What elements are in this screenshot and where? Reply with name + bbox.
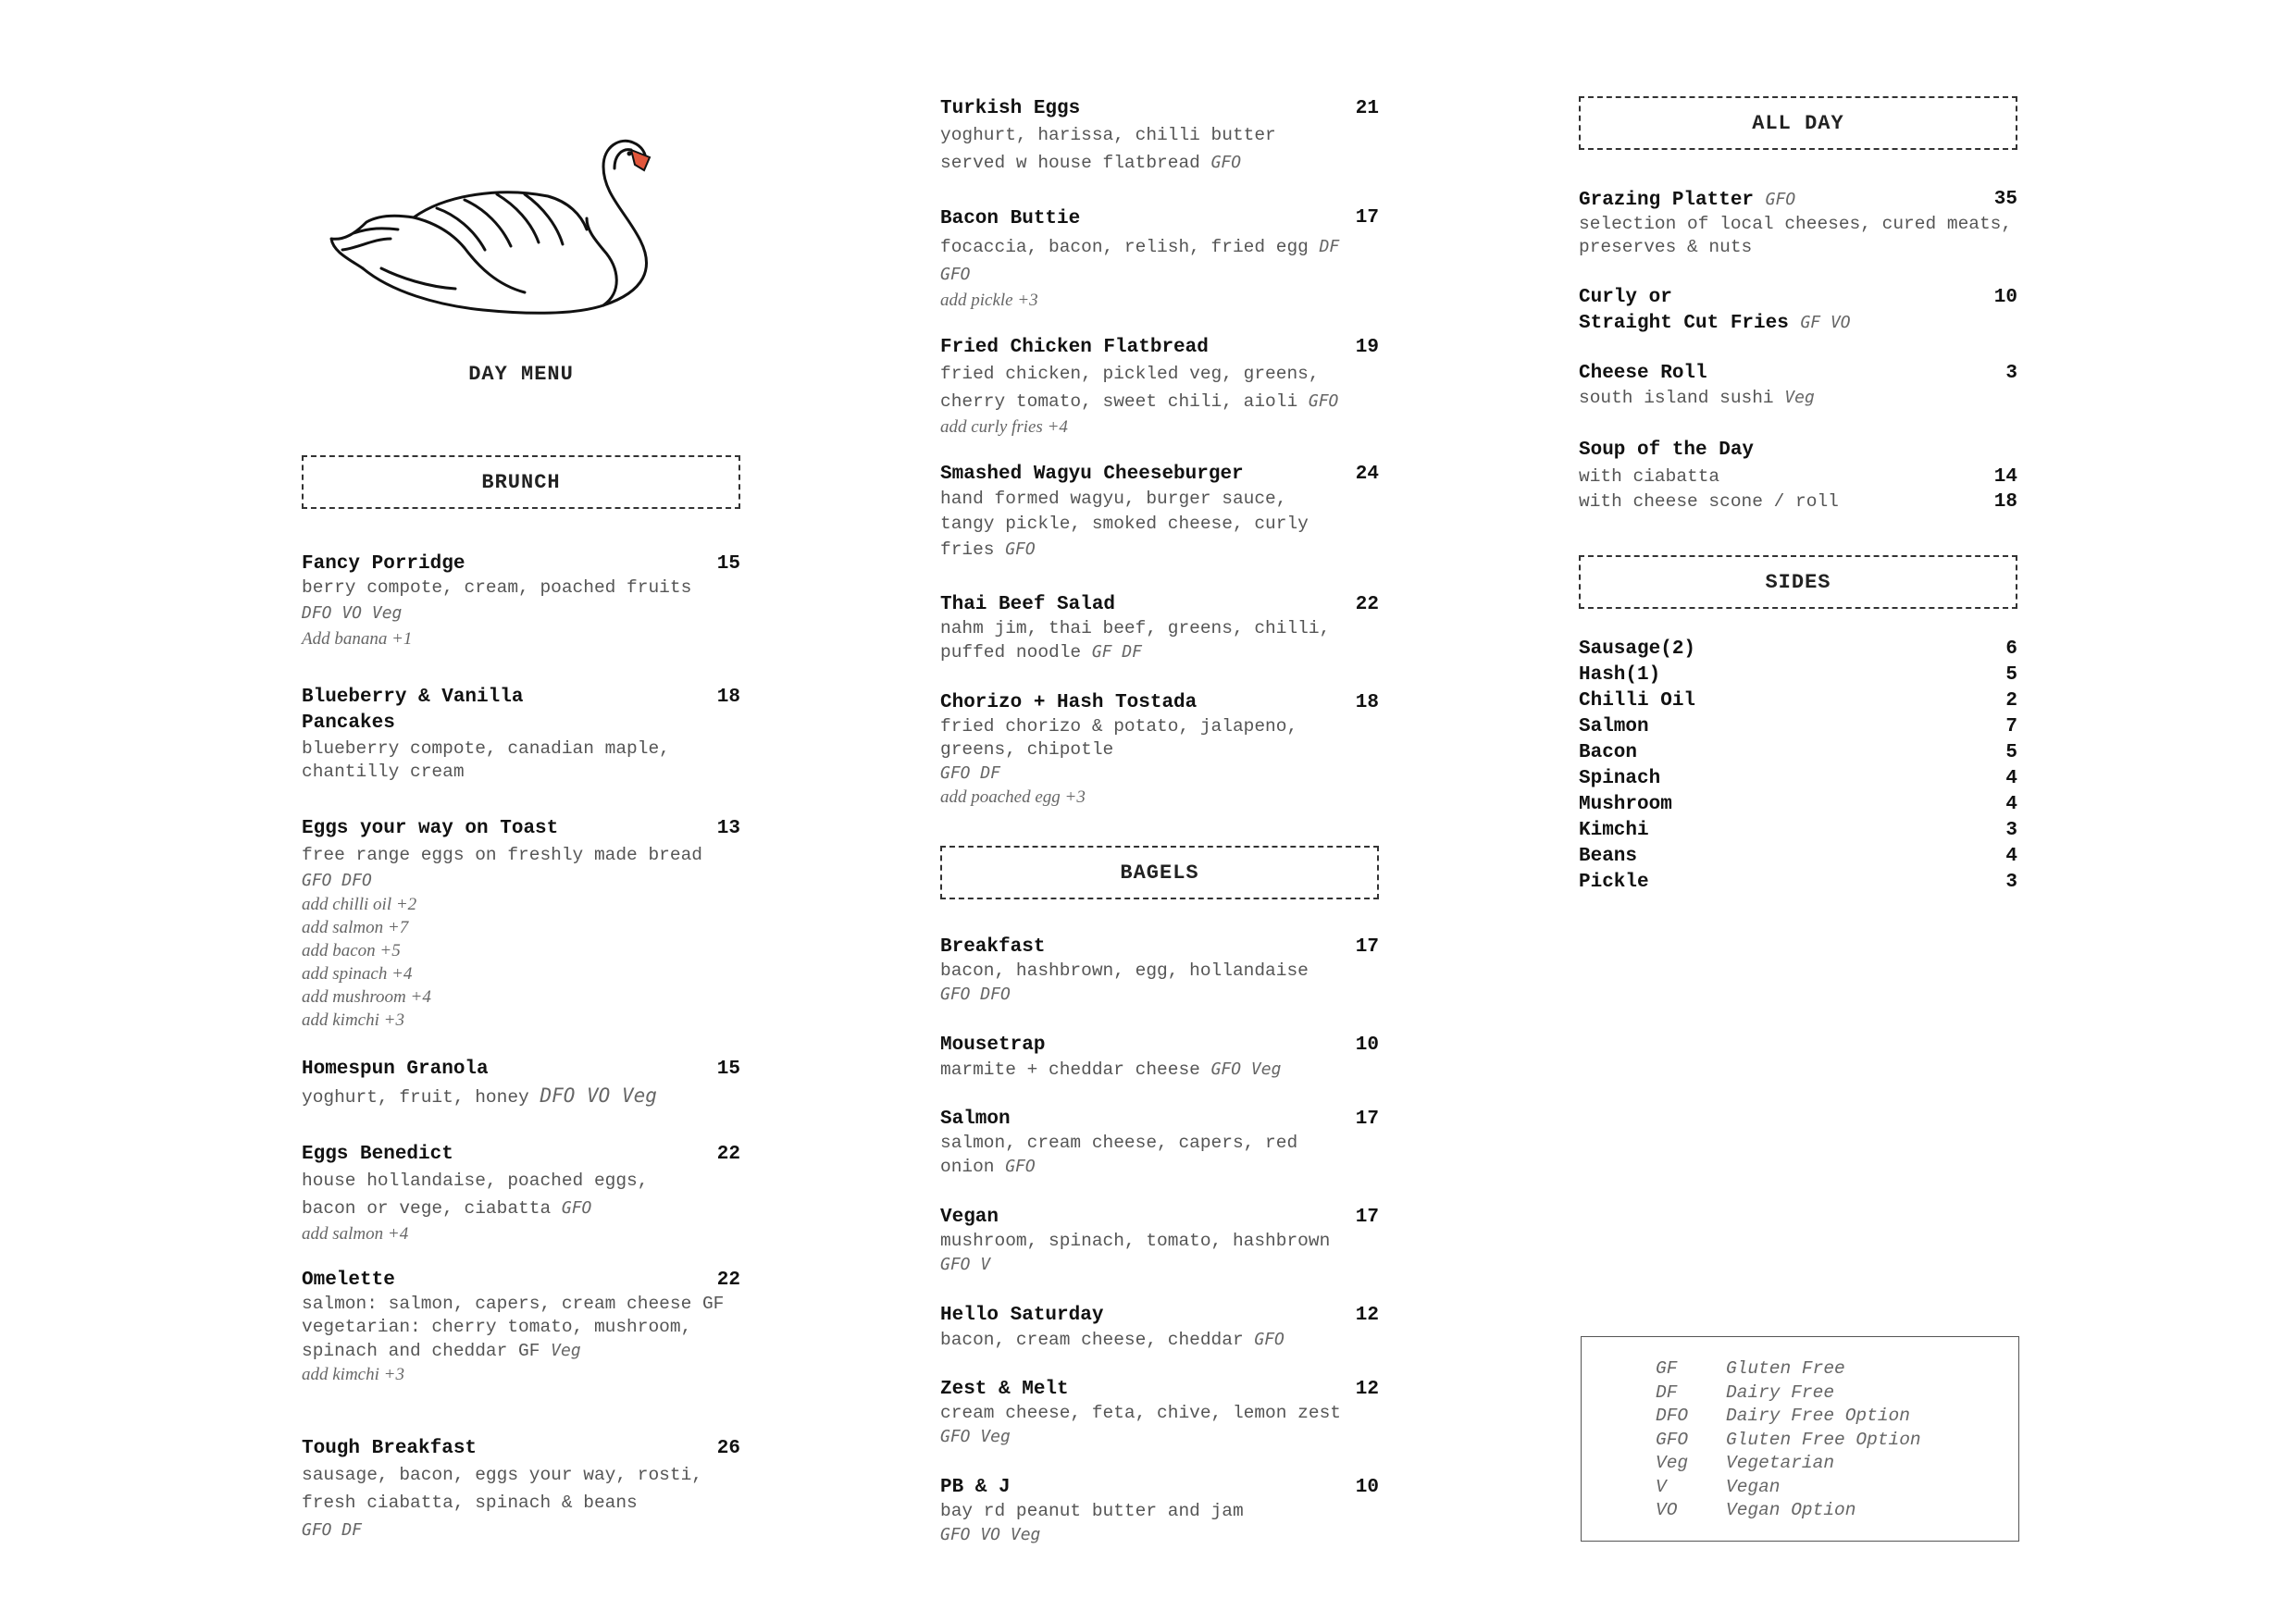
item-name: Eggs your way on Toast bbox=[302, 818, 559, 839]
item-price: 19 bbox=[1355, 337, 1379, 358]
item-description: fried chorizo & potato, jalapeno, greens, chipotle bbox=[940, 716, 1298, 760]
item-description: bacon, cream cheese, cheddar bbox=[940, 1330, 1244, 1350]
dietary-tags: Veg bbox=[551, 1341, 581, 1360]
item-description: house hollandaise, poached eggs, bacon or vege, ciabatta bbox=[302, 1171, 649, 1219]
section-header-brunch: BRUNCH bbox=[302, 455, 740, 509]
menu-item bbox=[1579, 187, 2017, 259]
legend-label: Gluten Free Option bbox=[1726, 1429, 1921, 1450]
item-description: marmite + cheddar cheese bbox=[940, 1059, 1200, 1080]
legend-label: Gluten Free bbox=[1726, 1358, 1845, 1379]
side-price: 2 bbox=[2005, 690, 2017, 712]
dietary-tags: GFO DF bbox=[940, 763, 1001, 783]
menu-item bbox=[302, 685, 740, 784]
list-item bbox=[1579, 818, 2017, 844]
section-header-sides: SIDES bbox=[1579, 555, 2017, 609]
item-price: 21 bbox=[1355, 98, 1379, 119]
item-price: 10 bbox=[1355, 1035, 1379, 1056]
menu-item bbox=[302, 1057, 740, 1111]
item-name: Turkish Eggs bbox=[940, 98, 1081, 119]
item-name: Soup of the Day bbox=[1579, 440, 1755, 461]
side-name: Beans bbox=[1579, 846, 1638, 867]
legend-row bbox=[1582, 1357, 2018, 1381]
side-name: Hash(1) bbox=[1579, 664, 1661, 686]
item-price: 26 bbox=[716, 1438, 740, 1459]
item-price: 18 bbox=[1993, 491, 2017, 513]
side-name: Sausage(2) bbox=[1579, 638, 1696, 660]
item-price: 12 bbox=[1355, 1305, 1379, 1326]
legend-code: V bbox=[1656, 1476, 1667, 1497]
item-addon: add pickle +3 bbox=[940, 291, 1038, 310]
side-price: 3 bbox=[2005, 872, 2017, 893]
dietary-tags: GF DF bbox=[1091, 642, 1143, 662]
side-price: 7 bbox=[2005, 716, 2017, 737]
legend-label: Vegan bbox=[1726, 1476, 1781, 1497]
dietary-tags: GFO DFO bbox=[940, 985, 1011, 1004]
item-name: PB & J bbox=[940, 1477, 1011, 1498]
legend-code: GFO bbox=[1656, 1429, 1689, 1450]
item-description: salmon, cream cheese, capers, red onion bbox=[940, 1133, 1298, 1177]
side-price: 3 bbox=[2005, 820, 2017, 841]
item-name-line2: Pancakes bbox=[302, 712, 395, 734]
list-item bbox=[1579, 740, 2017, 766]
menu-item bbox=[940, 462, 1379, 563]
item-name-line2: Straight Cut Fries bbox=[1579, 313, 1789, 334]
list-item bbox=[1579, 663, 2017, 688]
legend-code: GF bbox=[1656, 1358, 1678, 1379]
dietary-tags: GFO Veg bbox=[1210, 1059, 1282, 1079]
menu-item bbox=[1579, 361, 2017, 410]
menu-item bbox=[940, 1303, 1379, 1352]
menu-item bbox=[1579, 285, 2017, 336]
list-item bbox=[1579, 766, 2017, 792]
side-price: 4 bbox=[2005, 768, 2017, 789]
menu-item bbox=[302, 551, 740, 650]
item-name: Omelette bbox=[302, 1270, 395, 1291]
list-item bbox=[1579, 792, 2017, 818]
legend-row bbox=[1582, 1381, 2018, 1406]
menu-item bbox=[1579, 437, 2017, 514]
item-price: 22 bbox=[716, 1144, 740, 1165]
item-price: 22 bbox=[1355, 594, 1379, 615]
side-name: Spinach bbox=[1579, 768, 1661, 789]
legend-code: DFO bbox=[1656, 1406, 1689, 1426]
item-name: Eggs Benedict bbox=[302, 1144, 453, 1165]
item-name: Thai Beef Salad bbox=[940, 594, 1116, 615]
beak-shape bbox=[631, 150, 650, 170]
legend-label: Vegetarian bbox=[1726, 1453, 1835, 1473]
legend-code: DF bbox=[1656, 1381, 1678, 1403]
item-name: Fancy Porridge bbox=[302, 553, 465, 575]
dietary-tags: GFO bbox=[1005, 539, 1036, 559]
list-item bbox=[1579, 714, 2017, 740]
dietary-tags: DFO VO Veg bbox=[540, 1084, 657, 1107]
menu-item bbox=[940, 1107, 1379, 1179]
side-price: 4 bbox=[2005, 794, 2017, 815]
item-addon: add kimchi +3 bbox=[302, 1365, 404, 1384]
item-description: cream cheese, feta, chive, lemon zest bbox=[940, 1403, 1341, 1423]
section-header-all-day: ALL DAY bbox=[1579, 96, 2017, 150]
dietary-tags: DFO VO Veg bbox=[302, 603, 403, 623]
item-description: bay rd peanut butter and jam bbox=[940, 1501, 1244, 1521]
side-name: Pickle bbox=[1579, 872, 1649, 893]
item-addon: Add banana +1 bbox=[302, 629, 413, 649]
item-price: 15 bbox=[716, 553, 740, 575]
item-addon: add spinach +4 bbox=[302, 964, 413, 984]
legend-code: VO bbox=[1656, 1500, 1678, 1520]
item-description: hand formed wagyu, burger sauce, tangy pickle, smoked cheese, curly fries bbox=[940, 489, 1309, 560]
legend-row bbox=[1582, 1499, 2018, 1523]
side-name: Mushroom bbox=[1579, 794, 1672, 815]
dietary-tags: DF GFO bbox=[940, 237, 1340, 284]
item-description: mushroom, spinach, tomato, hashbrown bbox=[940, 1231, 1331, 1251]
item-name: Mousetrap bbox=[940, 1035, 1046, 1056]
item-price: 24 bbox=[1355, 464, 1379, 485]
page-title: DAY MENU bbox=[468, 363, 574, 386]
item-name: Tough Breakfast bbox=[302, 1438, 478, 1459]
legend-label: Dairy Free Option bbox=[1726, 1406, 1910, 1426]
dietary-tags: GFO Veg bbox=[940, 1427, 1011, 1446]
item-price: 10 bbox=[1993, 287, 2017, 308]
soup-option: with ciabatta bbox=[1579, 466, 1720, 487]
item-name: Bacon Buttie bbox=[940, 208, 1081, 229]
item-price: 12 bbox=[1355, 1379, 1379, 1400]
item-price: 35 bbox=[1993, 189, 2017, 210]
item-addon: add salmon +4 bbox=[302, 1224, 409, 1244]
legend-label: Dairy Free bbox=[1726, 1381, 1835, 1403]
item-description: salmon: salmon, capers, cream cheese GF bbox=[302, 1294, 725, 1314]
item-description: sausage, bacon, eggs your way, rosti, fresh ciabatta, spinach & beans bbox=[302, 1465, 702, 1513]
sides-list bbox=[1579, 637, 2017, 896]
side-name: Bacon bbox=[1579, 742, 1638, 763]
item-description: yoghurt, fruit, honey bbox=[302, 1087, 529, 1108]
dietary-legend bbox=[1581, 1336, 2019, 1542]
side-name: Kimchi bbox=[1579, 820, 1649, 841]
item-price: 17 bbox=[1355, 207, 1379, 229]
item-description: blueberry compote, canadian maple, chantilly cream bbox=[302, 738, 670, 782]
item-price: 17 bbox=[1355, 936, 1379, 958]
side-price: 5 bbox=[2005, 742, 2017, 763]
menu-item bbox=[940, 1475, 1379, 1547]
side-price: 4 bbox=[2005, 846, 2017, 867]
menu-item bbox=[940, 1377, 1379, 1449]
item-description: free range eggs on freshly made bread bbox=[302, 845, 702, 865]
menu-item bbox=[940, 1033, 1379, 1082]
swan-logo-icon bbox=[326, 130, 687, 333]
item-price: 14 bbox=[1993, 466, 2017, 488]
item-price: 13 bbox=[716, 818, 740, 839]
dietary-tags: GFO DFO bbox=[302, 871, 372, 890]
item-description: fried chicken, pickled veg, greens, cherry tomato, sweet chili, aioli bbox=[940, 364, 1320, 412]
dietary-tags: GFO bbox=[1765, 190, 1796, 209]
list-item bbox=[1579, 870, 2017, 896]
menu-item bbox=[940, 592, 1379, 664]
item-description: berry compote, cream, poached fruits bbox=[302, 577, 692, 598]
legend-row bbox=[1582, 1429, 2018, 1453]
item-name: Breakfast bbox=[940, 936, 1046, 958]
item-addon: add curly fries +4 bbox=[940, 417, 1068, 437]
menu-item bbox=[302, 1436, 740, 1544]
item-name: Grazing Platter bbox=[1579, 190, 1755, 211]
item-price: 17 bbox=[1355, 1109, 1379, 1130]
dietary-tags: GFO bbox=[1005, 1157, 1036, 1176]
item-price: 22 bbox=[716, 1270, 740, 1291]
menu-item bbox=[940, 690, 1379, 809]
dietary-tags: GFO DF bbox=[302, 1520, 363, 1540]
list-item bbox=[1579, 688, 2017, 714]
menu-item bbox=[940, 205, 1379, 312]
item-name: Curly or bbox=[1579, 287, 1672, 308]
menu-item bbox=[302, 816, 740, 1032]
item-name: Chorizo + Hash Tostada bbox=[940, 692, 1198, 713]
side-name: Chilli Oil bbox=[1579, 690, 1696, 712]
item-name: Hello Saturday bbox=[940, 1305, 1104, 1326]
item-name: Salmon bbox=[940, 1109, 1011, 1130]
legend-row bbox=[1582, 1405, 2018, 1429]
dietary-tags: Veg bbox=[1784, 388, 1815, 407]
menu-item bbox=[940, 1205, 1379, 1277]
legend-code: Veg bbox=[1656, 1453, 1689, 1473]
item-description: nahm jim, thai beef, greens, chilli, puffed noodle bbox=[940, 618, 1331, 663]
legend-label: Vegan Option bbox=[1726, 1500, 1856, 1520]
item-name: Smashed Wagyu Cheeseburger bbox=[940, 464, 1244, 485]
item-price: 3 bbox=[2005, 363, 2017, 384]
item-name: Cheese Roll bbox=[1579, 363, 1707, 384]
side-price: 5 bbox=[2005, 664, 2017, 686]
item-name: Blueberry & Vanilla bbox=[302, 687, 524, 708]
item-addon: add bacon +5 bbox=[302, 941, 401, 960]
item-description-2: vegetarian: cherry tomato, mushroom, spinach and cheddar GF bbox=[302, 1317, 692, 1361]
item-addon: add poached egg +3 bbox=[940, 787, 1086, 807]
item-addon: add salmon +7 bbox=[302, 918, 409, 937]
item-addon: add mushroom +4 bbox=[302, 987, 431, 1007]
item-name: Fried Chicken Flatbread bbox=[940, 337, 1209, 358]
legend-row bbox=[1582, 1476, 2018, 1500]
menu-item bbox=[302, 1268, 740, 1386]
section-header-bagels: BAGELS bbox=[940, 846, 1379, 899]
dietary-tags: GFO bbox=[561, 1198, 592, 1218]
item-addon: add chilli oil +2 bbox=[302, 895, 417, 914]
item-name: Vegan bbox=[940, 1207, 999, 1228]
item-description: focaccia, bacon, relish, fried egg bbox=[940, 237, 1309, 257]
item-price: 17 bbox=[1355, 1207, 1379, 1228]
dietary-tags: GFO bbox=[1210, 153, 1242, 172]
item-price: 15 bbox=[716, 1059, 740, 1080]
item-price: 18 bbox=[1355, 692, 1379, 713]
dietary-tags: GF VO bbox=[1800, 313, 1851, 332]
menu-item bbox=[302, 1142, 740, 1245]
dietary-tags: GFO VO Veg bbox=[940, 1525, 1041, 1544]
side-name: Salmon bbox=[1579, 716, 1649, 737]
dietary-tags: GFO V bbox=[940, 1255, 991, 1274]
item-addon: add kimchi +3 bbox=[302, 1010, 404, 1030]
item-description: yoghurt, harissa, chilli butter served w house flatbread bbox=[940, 125, 1276, 173]
side-price: 6 bbox=[2005, 638, 2017, 660]
list-item bbox=[1579, 637, 2017, 663]
item-description: bacon, hashbrown, egg, hollandaise bbox=[940, 960, 1309, 981]
menu-item bbox=[940, 335, 1379, 439]
item-price: 10 bbox=[1355, 1477, 1379, 1498]
menu-item bbox=[940, 935, 1379, 1007]
dietary-tags: GFO bbox=[1308, 391, 1339, 411]
item-description: south island sushi bbox=[1579, 388, 1774, 408]
item-price: 18 bbox=[716, 687, 740, 708]
item-name: Homespun Granola bbox=[302, 1059, 489, 1080]
legend-row bbox=[1582, 1452, 2018, 1476]
item-description: selection of local cheeses, cured meats, preserves & nuts bbox=[1579, 214, 2013, 257]
dietary-tags: GFO bbox=[1254, 1330, 1285, 1349]
menu-item bbox=[940, 96, 1379, 177]
soup-option: with cheese scone / roll bbox=[1579, 491, 1839, 512]
list-item bbox=[1579, 844, 2017, 870]
item-name: Zest & Melt bbox=[940, 1379, 1069, 1400]
